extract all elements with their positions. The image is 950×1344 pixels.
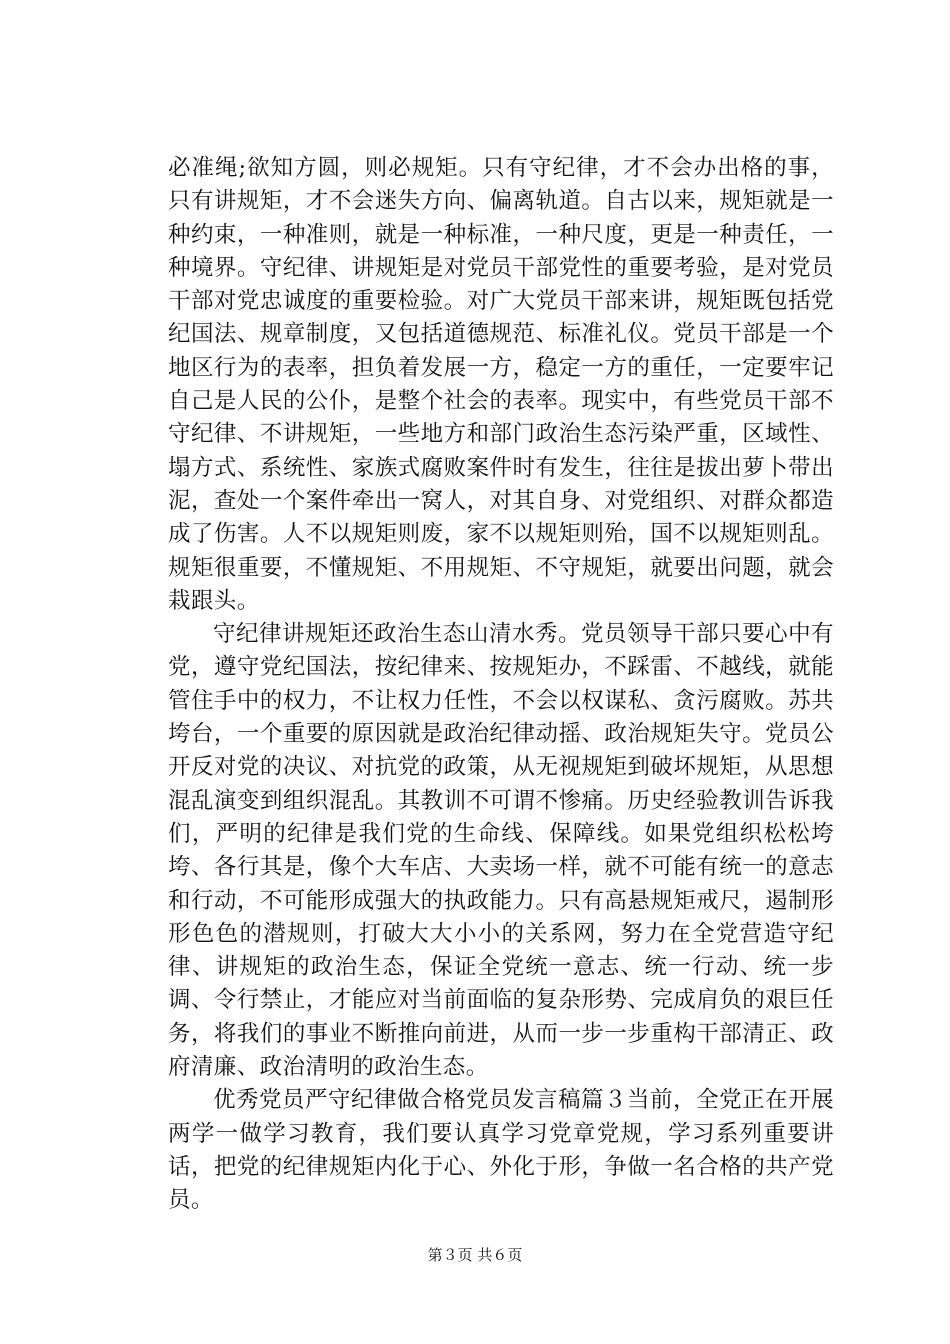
document-body: [168, 152, 834, 1218]
paragraph-2: 守纪律讲规矩还政治生态山清水秀。党员领导干部只要心中有党，遵守党纪国法，按纪律来、按规矩办，不踩雷、不越线，就能管住手中的权力，不让权力任性，不会以权谋私、贪污腐败。苏共垮台，一个重要的原因就是政治纪律动摇、政治规矩失守。党员公开反对党的决议、对抗党的政策，从无视规矩到破坏规矩，从思想混乱演变到组织混乱。其教训不可谓不惨痛。历史经验教训告诉我们，严明的纪律是我们党的生命线、保障线。如果党组织松松垮垮、各行其是，像个大车店、大卖场一样，就不可能有统一的意志和行动，不可能形成强大的执政能力。只有高悬规矩戒尺，遏制形形色色的潜规则，打破大大小小的关系网，努力在全党营造守纪律、讲规矩的政治生态，保证全党统一意志、统一行动、统一步调、令行禁止，才能应对当前面临的复杂形势、完成肩负的艰巨任务，将我们的事业不断推向前进，从而一步一步重构干部清正、政府清廉、政治清明的政治生态。: [168, 621, 834, 1081]
page-footer: 第３页 共６页: [427, 1246, 523, 1264]
paragraph-1: 必准绳;欲知方圆，则必规矩。只有守纪律，才不会办出格的事，只有讲规矩，才不会迷失方向、偏离轨道。自古以来，规矩就是一种约束，一种准则，就是一种标准，一种尺度，更是一种责任，一种境界。守纪律、讲规矩是对党员干部党性的重要考验，是对党员干部对党忠诚度的重要检验。对广大党员干部来讲，规矩既包括党纪国法、规章制度，又包括道德规范、标准礼仪。党员干部是一个地区行为的表率，担负着发展一方，稳定一方的重任，一定要牢记自己是人民的公仆，是整个社会的表率。现实中，有些党员干部不守纪律、不讲规矩，一些地方和部门政治生态污染严重，区域性、塌方式、系统性、家族式腐败案件时有发生，往往是拔出萝卜带出泥，查处一个案件牵出一窝人，对其自身、对党组织、对群众都造成了伤害。人不以规矩则废，家不以规矩则殆，国不以规矩则乱。规矩很重要，不懂规矩、不用规矩、不守规矩，就要出问题，就会栽跟头。: [168, 155, 834, 614]
paragraph-3: 优秀党员严守纪律做合格党员发言稿篇３当前，全党正在开展两学一做学习教育，我们要认真学习党章党规，学习系列重要讲话，把党的纪律规矩内化于心、外化于形，争做一名合格的共产党员。: [168, 1087, 834, 1214]
